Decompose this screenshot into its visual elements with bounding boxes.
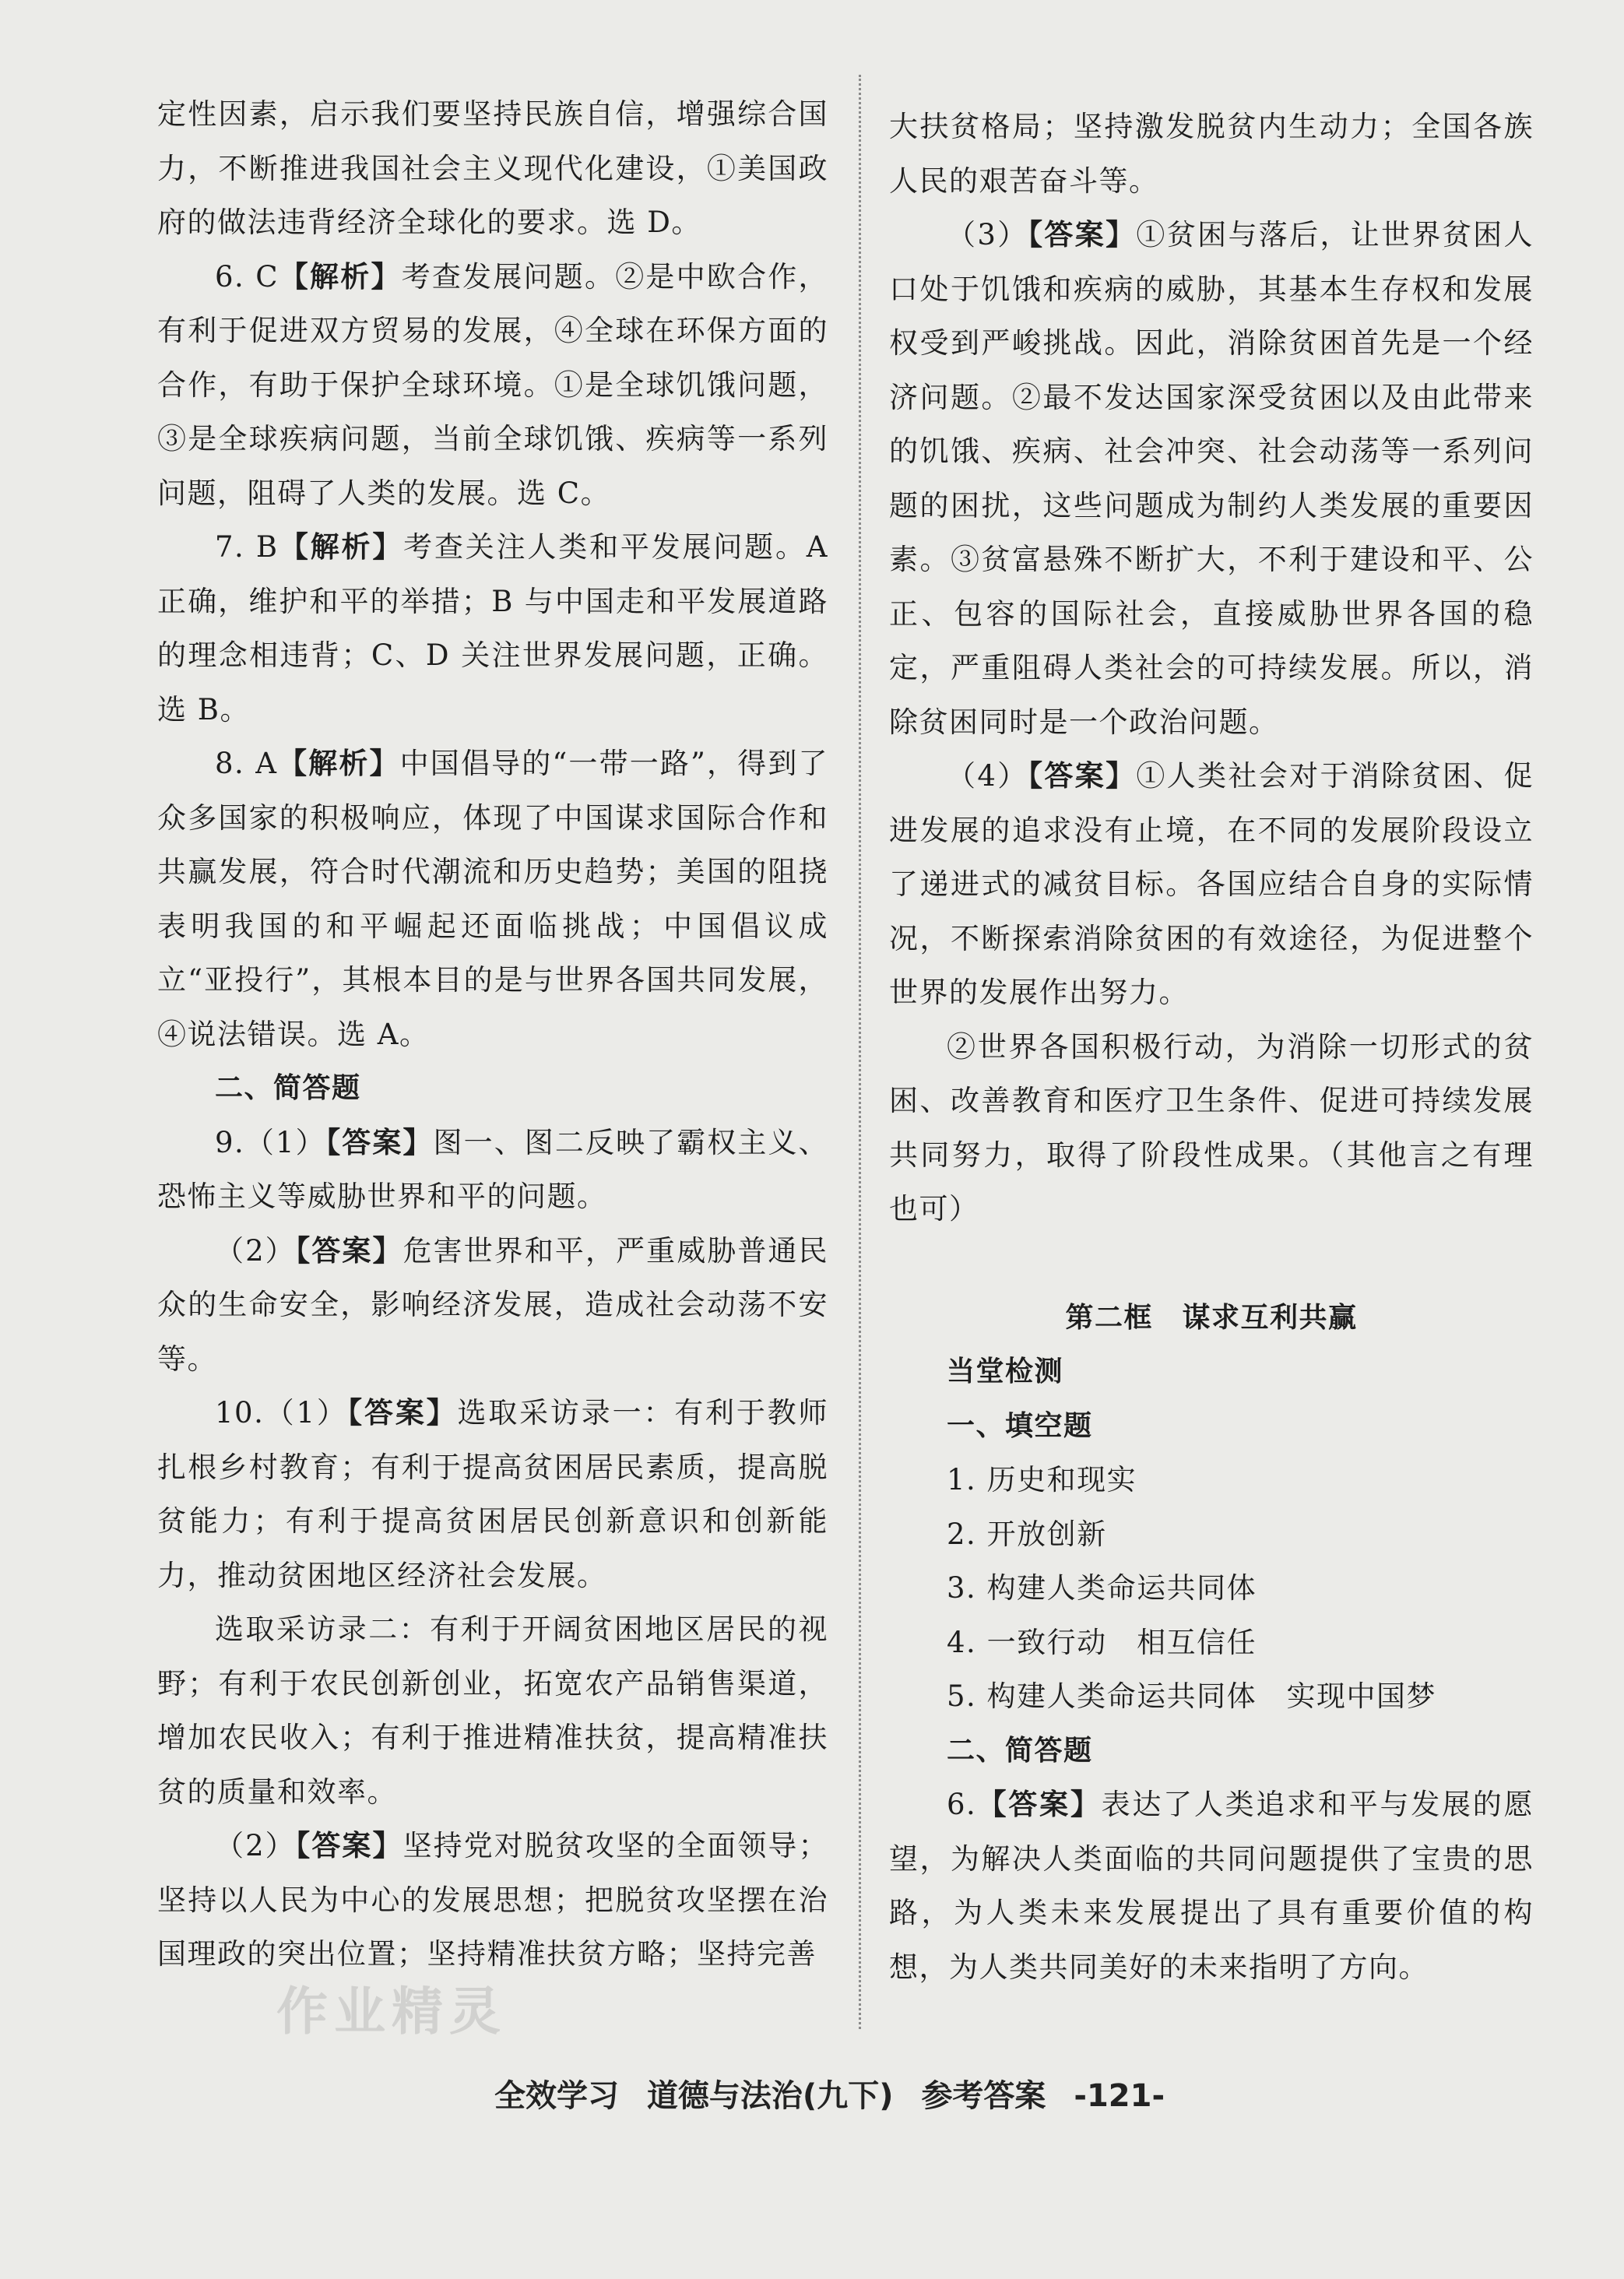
section-heading: 一、填空题 bbox=[947, 1409, 1093, 1442]
right-column bbox=[889, 100, 1534, 1994]
answer-item bbox=[157, 1386, 828, 1602]
footer-brand: 全效学习 bbox=[494, 2078, 619, 2114]
answer-text: 中国倡导的“一带一路”，得到了众多国家的积极响应，体现了中国谋求国际合作和共赢发展，符合时代潮流和历史趋势；美国的阻挠表明我国的和平崛起还面临挑战；中国倡议成立“亚投行”，其根本目的是与世界各国共同发展，④说法错误。选 A。 bbox=[157, 747, 828, 1051]
item-number: 8. A bbox=[215, 747, 278, 780]
item-number: （4） bbox=[947, 759, 1028, 793]
answer-item bbox=[157, 1116, 828, 1224]
answer-text: 图一、图二反映了霸权主义、恐怖主义等威胁世界和平的问题。 bbox=[157, 1125, 829, 1213]
text-paragraph: 定性因素，启示我们要坚持民族自信，增强综合国力，不断推进我国社会主义现代化建设，①美国政府的做法违背经济全球化的要求。选 D。 bbox=[157, 97, 828, 239]
text-paragraph: 选取采访录二：有利于开阔贫困地区居民的视野；有利于农民创新创业，拓宽农产品销售渠道，增加农民收入；有利于推进精准扶贫，提高精准扶贫的质量和效率。 bbox=[157, 1613, 828, 1809]
answer-text: 选取采访录一：有利于教师扎根乡村教育；有利于提高贫困居民素质，提高脱贫能力；有利于提高贫困居民创新意识和创新能力，推动贫困地区经济社会发展。 bbox=[157, 1396, 829, 1592]
answer-item bbox=[889, 1778, 1534, 1994]
answer-tag: 【解析】 bbox=[277, 747, 400, 780]
item-number: 10.（1） bbox=[215, 1396, 348, 1430]
watermark-text: 作业精灵 bbox=[276, 1982, 507, 2042]
answer-text: 表达了人类追求和平与发展的愿望，为解决人类面临的共同问题提供了宝贵的思路，为人类未来发展提出了具有重要价值的构想，为人类共同美好的未来指明了方向。 bbox=[889, 1788, 1534, 1984]
answer-item bbox=[157, 1819, 828, 1982]
answer-item bbox=[157, 737, 828, 1061]
answer-item bbox=[157, 1224, 828, 1387]
item-number: 6. C bbox=[215, 259, 279, 294]
answer-text: ①人类社会对于消除贫困、促进发展的追求没有止境，在不同的发展阶段设立了递进式的减贫目标。各国应结合自身的实际情况，不断探索消除贫困的有效途径，为促进整个世界的发展作出努力。 bbox=[889, 759, 1534, 1009]
section-heading: 二、简答题 bbox=[215, 1072, 361, 1104]
answer-tag: 【答案】 bbox=[976, 1788, 1102, 1821]
answer-text: 危害世界和平，严重威胁普通民众的生命安全，影响经济发展，造成社会动荡不安等。 bbox=[157, 1233, 829, 1376]
lesson-title: 第二框 谋求互利共赢 bbox=[1065, 1301, 1358, 1334]
answer-item bbox=[157, 250, 828, 521]
footer-subject: 道德与法治(九下) bbox=[646, 2078, 894, 2114]
answer-text: 坚持党对脱贫攻坚的全面领导；坚持以人民为中心的发展思想；把脱贫攻坚摆在治国理政的突出位置；坚持精准扶贫方略；坚持完善 bbox=[157, 1829, 829, 1971]
page-footer bbox=[494, 2071, 1273, 2115]
text-paragraph: 5. 构建人类命运共同体 实现中国梦 bbox=[947, 1679, 1437, 1713]
answer-item bbox=[889, 208, 1534, 749]
text-paragraph: 大扶贫格局；坚持激发脱贫内生动力；全国各族人民的艰苦奋斗等。 bbox=[889, 110, 1534, 198]
answer-tag: 【解析】 bbox=[279, 259, 402, 294]
answer-tag: 【答案】 bbox=[295, 1829, 403, 1862]
answer-text: 考查发展问题。②是中欧合作，有利于促进双方贸易的发展，④全球在环保方面的合作，有助于保护全球环境。①是全球饥饿问题，③是全球疾病问题，当前全球饥饿、疾病等一系列问题，阻碍了人类的发展。选 C。 bbox=[157, 259, 829, 510]
answer-tag: 【答案】 bbox=[325, 1125, 434, 1159]
item-number: （2） bbox=[215, 1829, 296, 1862]
answer-tag: 【答案】 bbox=[295, 1233, 403, 1268]
answer-item bbox=[157, 520, 828, 737]
section-heading: 当堂检测 bbox=[947, 1356, 1064, 1387]
answer-text: ①贫困与落后，让世界贫困人口处于饥饿和疾病的威胁，其基本生存权和发展权受到严峻挑战。因此，消除贫困首先是一个经济问题。②最不发达国家深受贫困以及由此带来的饥饿、疾病、社会冲突、社会动荡等一系列问题的困扰，这些问题成为制约人类发展的重要因素。③贫富悬殊不断扩大，不利于建设和平、公正、包容的国际社会，直接威胁世界各国的稳定，严重阻碍人类社会的可持续发展。所以，消除贫困同时是一个政治问题。 bbox=[889, 218, 1534, 739]
section-heading: 二、简答题 bbox=[947, 1734, 1093, 1767]
text-paragraph: 2. 开放创新 bbox=[947, 1517, 1107, 1551]
footer-section: 参考答案 bbox=[921, 2078, 1046, 2114]
item-number: （2） bbox=[215, 1233, 296, 1268]
answer-item bbox=[889, 749, 1534, 1020]
answer-tag: 【答案】 bbox=[347, 1396, 458, 1430]
answer-tag: 【解析】 bbox=[278, 530, 404, 564]
text-paragraph: 3. 构建人类命运共同体 bbox=[947, 1571, 1257, 1605]
column-divider bbox=[859, 75, 861, 2029]
text-paragraph: 4. 一致行动 相互信任 bbox=[947, 1625, 1257, 1659]
answer-text: 考查关注人类和平发展问题。A 正确，维护和平的举措；B 与中国走和平发展道路的理念相违背；C、D 关注世界发展问题，正确。选 B。 bbox=[157, 530, 828, 726]
item-number: （3） bbox=[947, 218, 1028, 251]
answer-tag: 【答案】 bbox=[1028, 218, 1137, 251]
item-number: 6. bbox=[947, 1788, 977, 1821]
answer-tag: 【答案】 bbox=[1028, 759, 1137, 793]
left-column bbox=[157, 87, 828, 1982]
text-paragraph: 1. 历史和现实 bbox=[947, 1463, 1137, 1496]
text-paragraph: ②世界各国积极行动，为消除一切形式的贫困、改善教育和医疗卫生条件、促进可持续发展共同努力，取得了阶段性成果。（其他言之有理也可） bbox=[889, 1029, 1534, 1226]
page-number: -121- bbox=[1074, 2078, 1165, 2114]
item-number: 7. B bbox=[215, 530, 279, 564]
item-number: 9.（1） bbox=[215, 1125, 326, 1159]
